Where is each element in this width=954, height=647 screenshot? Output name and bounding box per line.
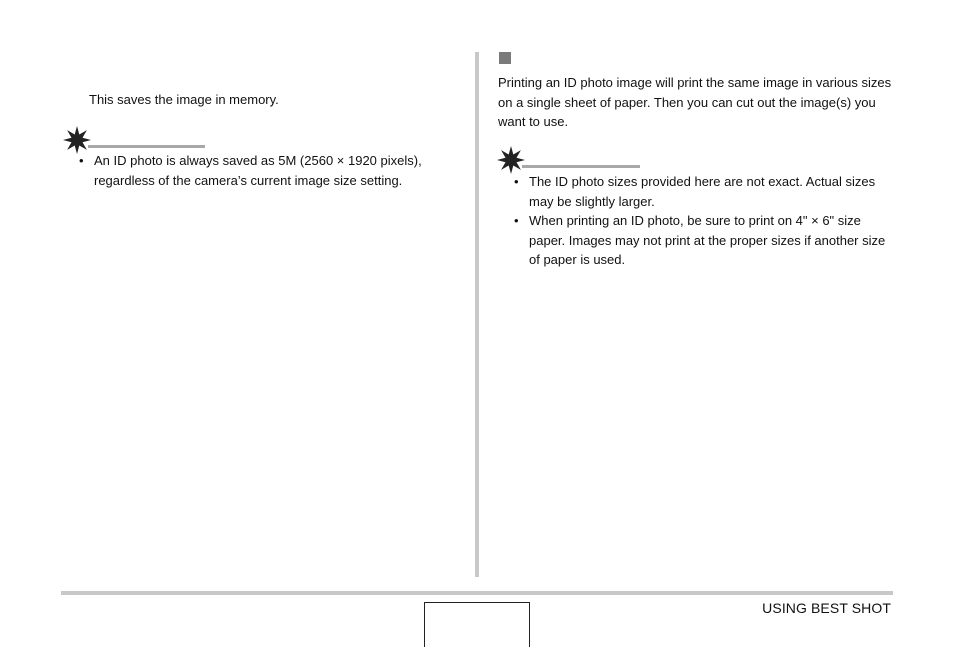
note-rule — [522, 165, 640, 168]
footer-section-title: USING BEST SHOT — [762, 600, 891, 616]
left-paragraph: This saves the image in memory. — [89, 92, 279, 107]
left-note-list — [77, 151, 452, 190]
footer-rule — [61, 591, 893, 595]
burst-note-icon — [496, 145, 526, 175]
right-note-list — [512, 172, 892, 270]
page-number-box — [424, 602, 530, 647]
right-paragraph: Printing an ID photo image will print the same image in various sizes on a single sheet of paper. Then you can cut out the image(s) you want to use. — [498, 75, 892, 129]
square-bullet-icon — [499, 52, 511, 64]
note-item: • The ID photo sizes provided here are not exact. Actual sizes may be slightly larger. — [512, 172, 892, 211]
note-item: • When printing an ID photo, be sure to print on 4" × 6" size paper. Images may not print at the proper sizes if another size of paper is used. — [512, 211, 892, 270]
column-divider — [475, 52, 479, 577]
note-item: • An ID photo is always saved as 5M (2560 × 1920 pixels), regardless of the camera’s current image size setting. — [77, 151, 452, 190]
note-rule — [88, 145, 205, 148]
